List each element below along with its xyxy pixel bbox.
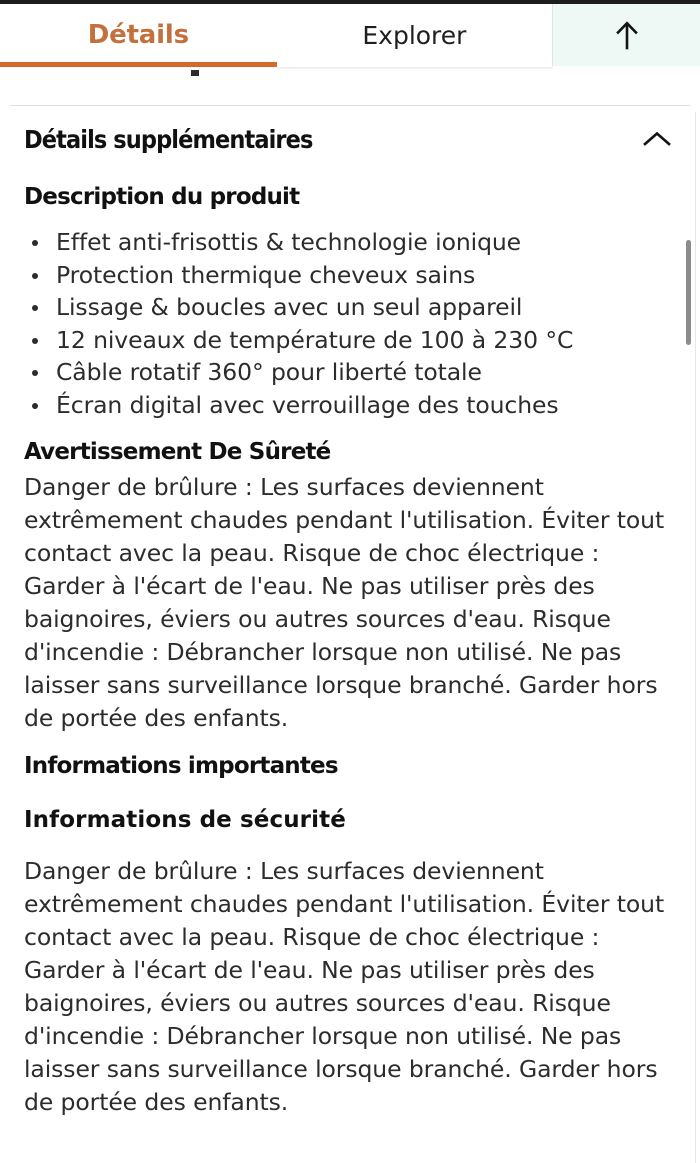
arrow-up-icon [614,20,640,50]
list-item: Protection thermique cheveux sains [24,259,678,292]
tab-active-indicator [0,62,277,67]
section-divider [10,105,690,106]
tab-explorer-label: Explorer [362,20,467,50]
product-feature-list [24,226,678,421]
scroll-to-top-button[interactable] [552,4,700,66]
list-item: Effet anti-frisottis & technologie ionique [24,226,678,259]
section-heading: Avertissement De Sûreté [24,439,331,465]
section-avertissement-surete [24,439,678,735]
list-item: Écran digital avec verrouillage des touches [24,389,678,422]
additional-details-accordion-header[interactable] [24,112,678,166]
vertical-scrollbar[interactable] [684,112,692,1163]
section-paragraph: Danger de brûlure : Les surfaces deviennent extrêmement chaudes pendant l'utilisation. Éviter tout contact avec la peau. Risque de choc électrique : Garder à l'écart de l'eau. Ne pas utiliser près des baignoires, éviers ou autres sources d'eau. Risque d'incendie : Débrancher lorsque non utilisé. Ne pas laisser sans surveillance lorsque branché. Garder hors de portée des enfants. [24,857,665,1116]
section-heading: Informations de sécurité [24,807,346,833]
tab-details-label: Détails [87,20,189,50]
section-informations-importantes [24,753,678,779]
details-scroll-region[interactable] [0,112,700,1163]
tab-bar [0,4,700,66]
list-item: 12 niveaux de température de 100 à 230 °C [24,324,678,357]
section-heading: Description du produit [24,184,300,210]
clipped-text-artifact [191,70,199,76]
section-heading: Informations importantes [24,753,338,779]
tab-details[interactable] [0,4,277,66]
tab-explorer[interactable] [277,4,553,66]
list-item: Lissage & boucles avec un seul appareil [24,291,678,324]
tab-bar-shadow [277,67,553,70]
scrollbar-thumb[interactable] [686,240,691,345]
section-informations-securite [24,807,678,1119]
section-description-produit [24,184,678,421]
additional-details-title: Détails supplémentaires [24,124,313,154]
list-item: Câble rotatif 360° pour liberté totale [24,356,678,389]
chevron-up-icon[interactable] [642,130,672,148]
section-paragraph: Danger de brûlure : Les surfaces deviennent extrêmement chaudes pendant l'utilisation. Éviter tout contact avec la peau. Risque de choc électrique : Garder à l'écart de l'eau. Ne pas utiliser près des baignoires, éviers ou autres sources d'eau. Risque d'incendie : Débrancher lorsque non utilisé. Ne pas laisser sans surveillance lorsque branché. Garder hors de portée des enfants. [24,473,665,732]
content-right-edge [695,112,696,1163]
